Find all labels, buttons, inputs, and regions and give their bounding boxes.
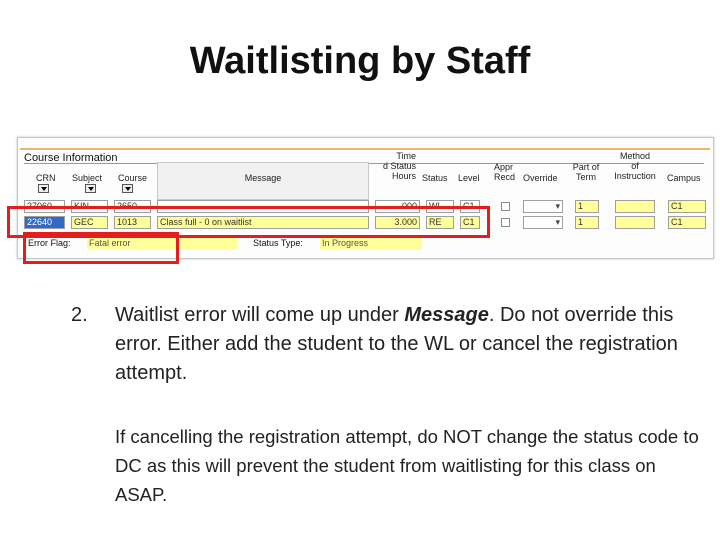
subject-sort-dropdown[interactable] — [85, 184, 96, 193]
level-header: Level — [458, 173, 480, 183]
row2-level[interactable]: C1 — [460, 216, 480, 229]
method-of-instruction-header: Method of Instruction — [614, 151, 656, 181]
row2-part-of-term[interactable]: 1 — [575, 216, 599, 229]
slide-title: Waitlisting by Staff — [189, 40, 531, 82]
row1-course[interactable]: 2650 — [114, 200, 151, 213]
row2-message[interactable]: Class full - 0 on waitlist — [157, 216, 369, 229]
row1-hours[interactable]: 000 — [375, 200, 420, 213]
row1-override-select[interactable] — [523, 200, 563, 213]
row1-method[interactable] — [615, 200, 655, 213]
step-number: 2. — [71, 304, 88, 326]
error-flag-highlight-box — [23, 232, 179, 264]
step-text-part1: Waitlist error will come up under — [115, 304, 405, 326]
status-header: Status — [422, 173, 448, 183]
override-header: Override — [523, 173, 558, 183]
row2-appr-recd-checkbox[interactable] — [501, 218, 510, 227]
step-text — [115, 301, 715, 388]
subject-header: Subject — [72, 173, 103, 183]
row2-subject[interactable]: GEC — [71, 216, 108, 229]
row1-subject[interactable]: KIN — [71, 200, 108, 213]
time-status-hours-header: Time d Status Hours — [382, 151, 416, 181]
row2-crn[interactable]: 22640 — [24, 216, 65, 229]
row2-method[interactable] — [615, 216, 655, 229]
section-title: Course Information — [24, 152, 118, 164]
message-header: Message — [244, 173, 282, 183]
row2-course[interactable]: 1013 — [114, 216, 151, 229]
row2-override-select[interactable] — [523, 216, 563, 229]
step-text-part2: . Do not override this error. Either add the student to the WL or cancel the registration attempt. — [115, 304, 678, 384]
error-flag-value: Fatal error — [87, 237, 237, 250]
campus-header: Campus — [667, 173, 701, 183]
crn-header: CRN — [36, 173, 56, 183]
status-type-label: Status Type: — [253, 238, 303, 248]
step-text-emphasis: Message — [404, 304, 489, 326]
header-divider — [20, 148, 710, 150]
crn-sort-dropdown[interactable] — [38, 184, 49, 193]
cancellation-note: If cancelling the registration attempt, do NOT change the status code to DC as this will prevent the student from waitlisting for this class on ASAP. — [115, 426, 699, 505]
row2-status[interactable]: RE — [426, 216, 454, 229]
row1-crn[interactable]: 27060 — [24, 200, 65, 213]
row1-level[interactable]: C1 — [460, 200, 480, 213]
status-type-value: In Progress — [320, 237, 422, 250]
row2-hours[interactable]: 3.000 — [375, 216, 420, 229]
row2-campus[interactable]: C1 — [668, 216, 706, 229]
course-sort-dropdown[interactable] — [122, 184, 133, 193]
row1-part-of-term[interactable]: 1 — [575, 200, 599, 213]
part-of-term-header: Part of Term — [572, 162, 600, 182]
row1-campus[interactable]: C1 — [668, 200, 706, 213]
row1-appr-recd-checkbox[interactable] — [501, 202, 510, 211]
course-header: Course — [118, 173, 148, 183]
error-flag-label: Error Flag: — [28, 238, 71, 248]
appr-recd-header: Appr Recd — [494, 162, 516, 182]
row1-status[interactable]: WL — [426, 200, 454, 213]
